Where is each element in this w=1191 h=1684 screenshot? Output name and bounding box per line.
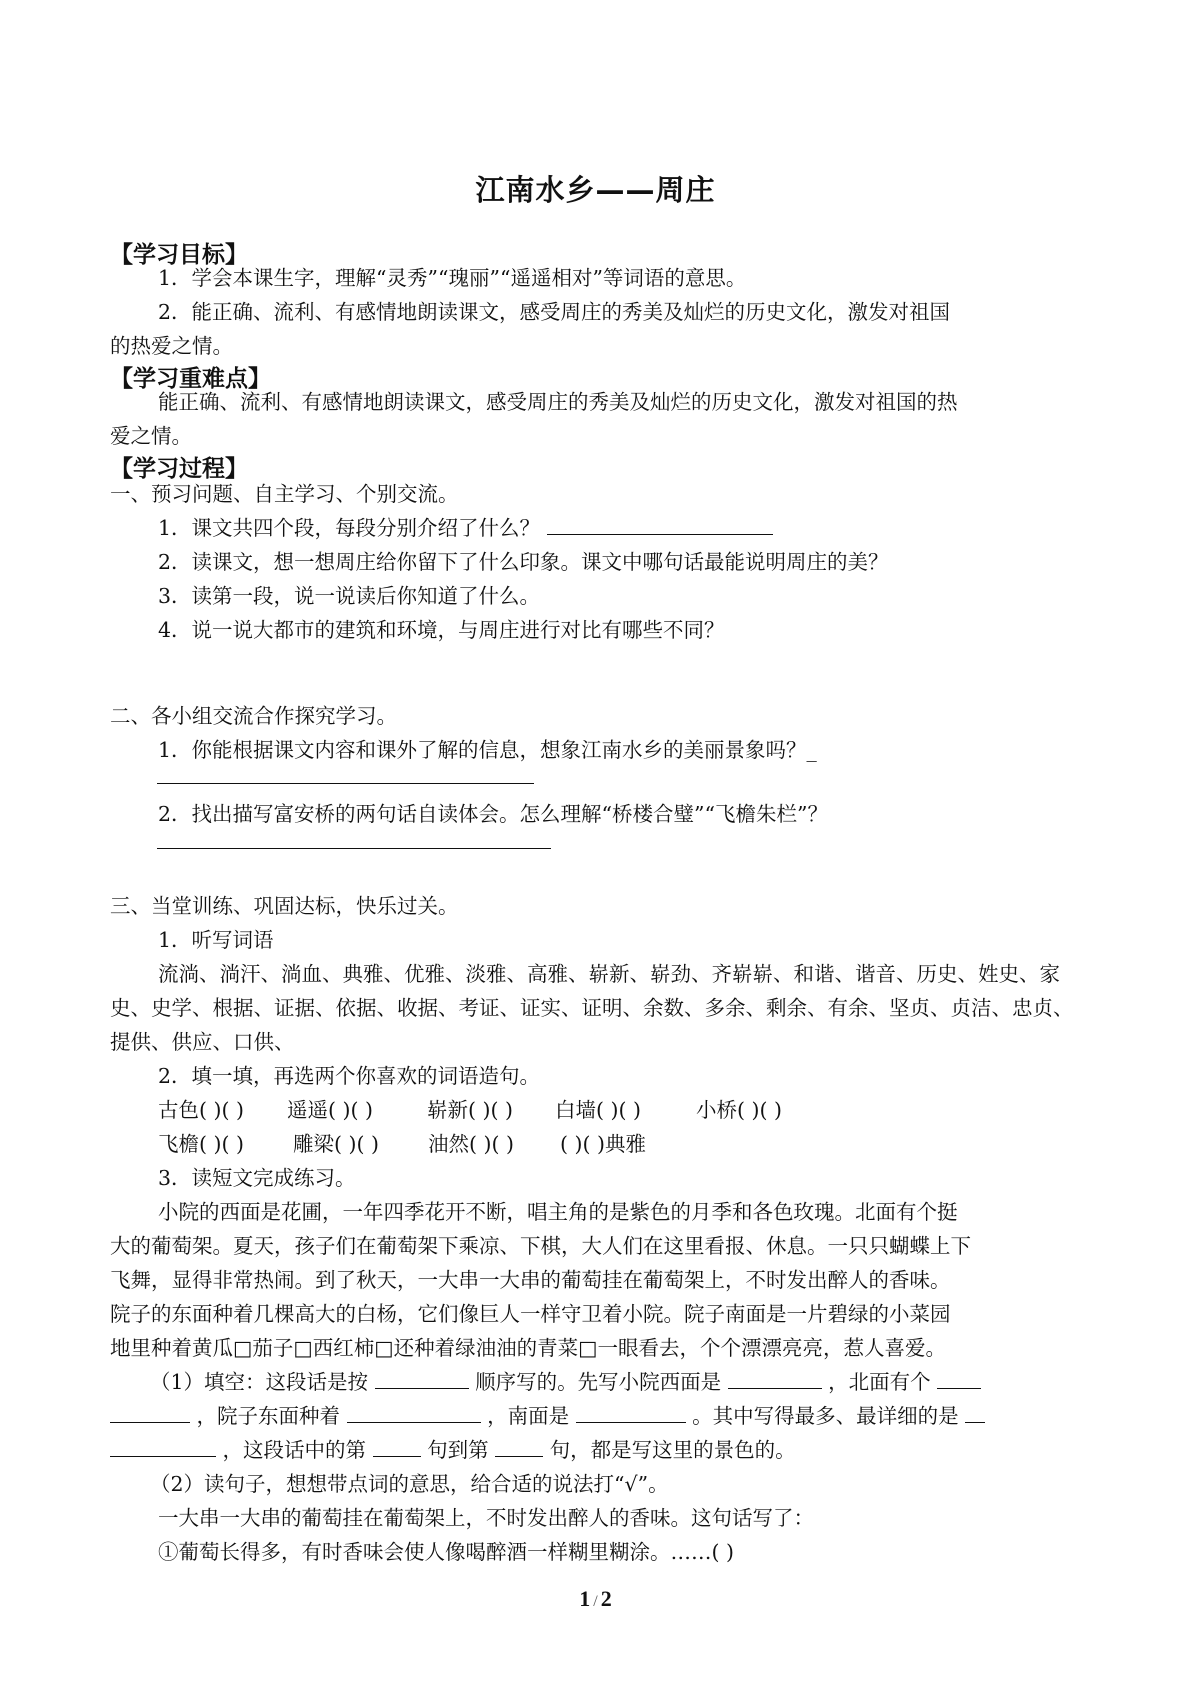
exercise-text: （1）填空：这段话是按	[150, 1370, 369, 1394]
part2-title: 二、各小组交流合作探究学习。	[110, 704, 397, 728]
exercise-1-line-2	[110, 1402, 985, 1430]
part1-question-4: 4．说一说大都市的建筑和环境，与周庄进行对比有哪些不同？	[158, 618, 725, 642]
page-current: 1	[579, 1586, 591, 1611]
exercise-text: ，北面有个	[828, 1370, 931, 1394]
answer-blank[interactable]	[547, 514, 773, 535]
passage-line-3: 飞舞，显得非常热闹。到了秋天，一大串一大串的葡萄挂在葡萄架上，不时发出醉人的香味。	[110, 1268, 951, 1292]
goal-item-2-cont: 的热爱之情。	[110, 334, 233, 358]
passage-line-1: 小院的西面是花圃，一年四季花开不断，唱主角的是紫色的月季和各色玫瑰。北面有个挺	[158, 1200, 958, 1224]
exercise-1-line-1	[150, 1368, 981, 1396]
page-separator: /	[593, 1593, 598, 1610]
part3-title: 三、当堂训练、巩固达标，快乐过关。	[110, 894, 459, 918]
exercise-text: 句到第	[427, 1438, 489, 1462]
reading-label: 3．读短文完成练习。	[158, 1166, 356, 1190]
answer-blank[interactable]	[347, 1402, 481, 1423]
fill-label: 2．填一填，再选两个你喜欢的词语造句。	[158, 1064, 541, 1088]
answer-blank[interactable]	[965, 1402, 985, 1423]
answer-blank[interactable]	[375, 1368, 469, 1389]
exercise-text: 。其中写得最多、最详细的是	[692, 1404, 959, 1428]
part2-question-1: 1．你能根据课文内容和课外了解的信息，想象江南水乡的美丽景象吗？_	[158, 738, 817, 762]
goal-item-1: 1．学会本课生字，理解“灵秀”“瑰丽”“遥遥相对”等词语的意思。	[158, 266, 747, 290]
exercise-2-label: （2）读句子，想想带点词的意思，给合适的说法打“√”。	[150, 1472, 669, 1496]
exercise-1-line-3	[110, 1436, 796, 1464]
exercise-text: 句，都是写这里的景色的。	[549, 1438, 796, 1462]
dictation-line-3: 提供、供应、口供、	[110, 1030, 295, 1054]
page-total: 2	[600, 1586, 612, 1611]
answer-blank[interactable]	[110, 1402, 190, 1423]
fill-item: 白墙( )( )	[555, 1098, 642, 1122]
answer-blank[interactable]	[110, 1436, 216, 1457]
dictation-line-1: 流淌、淌汗、淌血、典雅、优雅、淡雅、高雅、崭新、崭劲、齐崭崭、和谐、谐音、历史、姓史、家	[158, 962, 1060, 986]
fill-item: ( )( )典雅	[560, 1132, 647, 1156]
key-points-line-1: 能正确、流利、有感情地朗读课文，感受周庄的秀美及灿烂的历史文化，激发对祖国的热	[158, 390, 958, 414]
part2-question-2: 2．找出描写富安桥的两句话自读体会。怎么理解“桥楼合璧”“飞檐朱栏”？	[158, 802, 828, 826]
goal-item-2: 2．能正确、流利、有感情地朗读课文，感受周庄的秀美及灿烂的历史文化，激发对祖国	[158, 300, 951, 324]
exercise-text: 顺序写的。先写小院西面是	[475, 1370, 722, 1394]
section-heading-key-points: 【学习重难点】	[110, 366, 271, 392]
passage-line-2: 大的葡萄架。夏天，孩子们在葡萄架下乘凉、下棋，大人们在这里看报、休息。一只只蝴蝶上下	[110, 1234, 971, 1258]
answer-blank[interactable]	[373, 1436, 421, 1457]
answer-blank-line[interactable]	[157, 848, 551, 849]
key-points-line-2: 爱之情。	[110, 424, 192, 448]
section-heading-goals: 【学习目标】	[110, 242, 248, 268]
fill-item: 油然( )( )	[428, 1132, 515, 1156]
part1-question-1	[158, 514, 773, 542]
answer-blank[interactable]	[937, 1368, 981, 1389]
exercise-2-sentence: 一大串一大串的葡萄挂在葡萄架上，不时发出醉人的香味。这句话写了：	[158, 1506, 814, 1530]
answer-blank[interactable]	[728, 1368, 822, 1389]
fill-item: 崭新( )( )	[427, 1098, 514, 1122]
part1-question-3: 3．读第一段，说一说读后你知道了什么。	[158, 584, 541, 608]
fill-item: 遥遥( )( )	[287, 1098, 374, 1122]
fill-item: 飞檐( )( )	[158, 1132, 245, 1156]
passage-line-5: 地里种着黄瓜□茄子□西红柿□还种着绿油油的青菜□一眼看去，个个漂漂亮亮，惹人喜爱。	[110, 1336, 946, 1360]
page-title: 江南水乡——周庄	[475, 173, 716, 207]
exercise-2-option-1: ①葡萄长得多，有时香味会使人像喝醉酒一样糊里糊涂。……( )	[158, 1540, 735, 1564]
dictation-label: 1．听写词语	[158, 928, 274, 952]
answer-blank[interactable]	[495, 1436, 543, 1457]
section-heading-process: 【学习过程】	[110, 456, 248, 482]
fill-item: 雕梁( )( )	[293, 1132, 380, 1156]
part1-question-2: 2．读课文，想一想周庄给你留下了什么印象。课文中哪句话最能说明周庄的美？	[158, 550, 889, 574]
page-number	[0, 1586, 1191, 1612]
fill-item: 小桥( )( )	[696, 1098, 783, 1122]
answer-blank-line[interactable]	[157, 783, 534, 784]
exercise-text: ，南面是	[487, 1404, 570, 1428]
exercise-text: ，院子东面种着	[196, 1404, 341, 1428]
part1-question-1-text: 1．课文共四个段，每段分别介绍了什么？	[158, 516, 541, 540]
dictation-line-2: 史、史学、根据、证据、依据、收据、考证、证实、证明、余数、多余、剩余、有余、坚贞、贞洁、忠贞、	[110, 996, 1074, 1020]
exercise-text: ，这段话中的第	[222, 1438, 367, 1462]
passage-line-4: 院子的东面种着几棵高大的白杨，它们像巨人一样守卫着小院。院子南面是一片碧绿的小菜园	[110, 1302, 951, 1326]
answer-blank[interactable]	[576, 1402, 686, 1423]
part1-title: 一、预习问题、自主学习、个别交流。	[110, 482, 459, 506]
fill-item: 古色( )( )	[158, 1098, 245, 1122]
